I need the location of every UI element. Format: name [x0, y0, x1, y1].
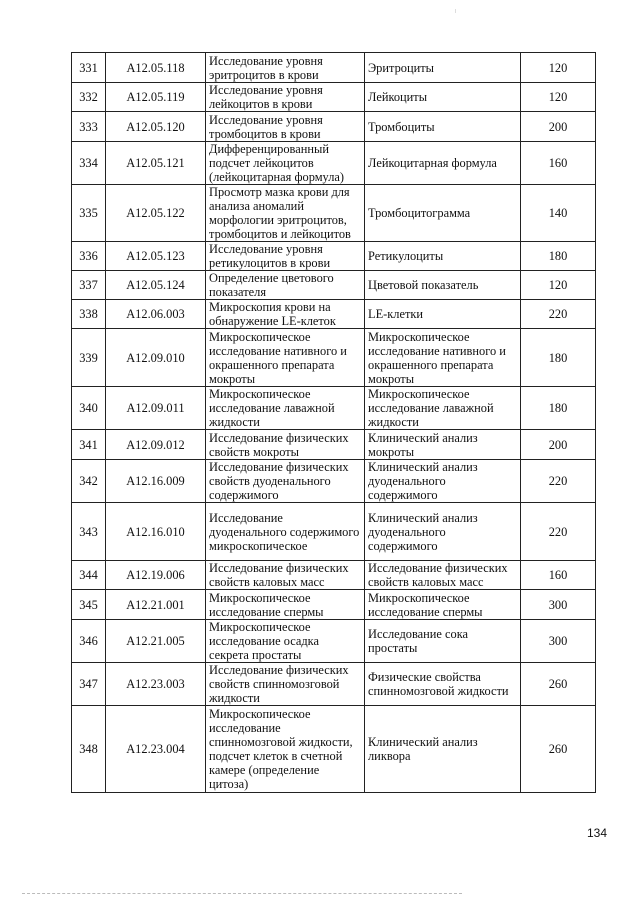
table-row — [72, 185, 596, 242]
price-cell: 180 — [521, 329, 596, 387]
service-name-cell: Исследование физических свойств мокроты — [206, 430, 365, 460]
service-code-cell: A12.19.006 — [106, 561, 206, 590]
service-name-cell: Исследование дуоденального содержимого микроскопическое — [206, 503, 365, 561]
test-name-cell: Клинический анализ ликвора — [365, 706, 521, 793]
row-number-cell: 348 — [72, 706, 106, 793]
row-number-cell: 334 — [72, 142, 106, 185]
test-name-cell: LE-клетки — [365, 300, 521, 329]
row-number-cell: 337 — [72, 271, 106, 300]
service-code-cell: A12.23.003 — [106, 663, 206, 706]
price-cell: 200 — [521, 112, 596, 142]
service-name-cell: Исследование уровня тромбоцитов в крови — [206, 112, 365, 142]
scan-mark — [455, 9, 456, 13]
service-code-cell: A12.09.011 — [106, 387, 206, 430]
row-number-cell: 336 — [72, 242, 106, 271]
service-name-cell: Исследование уровня лейкоцитов в крови — [206, 83, 365, 112]
row-number-cell: 333 — [72, 112, 106, 142]
service-code-cell: A12.23.004 — [106, 706, 206, 793]
price-cell: 180 — [521, 242, 596, 271]
row-number-cell: 342 — [72, 460, 106, 503]
price-cell: 300 — [521, 590, 596, 620]
service-code-cell: A12.06.003 — [106, 300, 206, 329]
price-cell: 180 — [521, 387, 596, 430]
row-number-cell: 341 — [72, 430, 106, 460]
test-name-cell: Физические свойства спинномозговой жидкости — [365, 663, 521, 706]
row-number-cell: 345 — [72, 590, 106, 620]
table-row — [72, 561, 596, 590]
row-number-cell: 335 — [72, 185, 106, 242]
row-number-cell: 339 — [72, 329, 106, 387]
row-number-cell: 344 — [72, 561, 106, 590]
service-code-cell: A12.16.009 — [106, 460, 206, 503]
test-name-cell: Цветовой показатель — [365, 271, 521, 300]
footer-divider — [22, 893, 462, 894]
table-row — [72, 300, 596, 329]
test-name-cell: Клинический анализ мокроты — [365, 430, 521, 460]
table-row — [72, 430, 596, 460]
row-number-cell: 347 — [72, 663, 106, 706]
service-code-cell: A12.21.005 — [106, 620, 206, 663]
test-name-cell: Ретикулоциты — [365, 242, 521, 271]
test-name-cell: Тромбоциты — [365, 112, 521, 142]
service-name-cell: Микроскопическое исследование нативного и окрашенного препарата мокроты — [206, 329, 365, 387]
service-name-cell: Микроскопическое исследование спермы — [206, 590, 365, 620]
service-code-cell: A12.09.010 — [106, 329, 206, 387]
service-code-cell: A12.05.120 — [106, 112, 206, 142]
price-cell: 260 — [521, 663, 596, 706]
price-cell: 120 — [521, 83, 596, 112]
test-name-cell: Лейкоцитарная формула — [365, 142, 521, 185]
row-number-cell: 332 — [72, 83, 106, 112]
price-cell: 220 — [521, 460, 596, 503]
table-row — [72, 242, 596, 271]
service-name-cell: Микроскопия крови на обнаружение LE-клеток — [206, 300, 365, 329]
service-name-cell: Исследование физических свойств дуоденального содержимого — [206, 460, 365, 503]
table-row — [72, 620, 596, 663]
service-name-cell: Микроскопическое исследование осадка секрета простаты — [206, 620, 365, 663]
table-row — [72, 112, 596, 142]
service-code-cell: A12.05.123 — [106, 242, 206, 271]
price-cell: 140 — [521, 185, 596, 242]
test-name-cell: Клинический анализ дуоденального содержимого — [365, 503, 521, 561]
service-name-cell: Исследование уровня ретикулоцитов в крови — [206, 242, 365, 271]
table-row — [72, 329, 596, 387]
table-row — [72, 142, 596, 185]
table-row — [72, 503, 596, 561]
table-row — [72, 271, 596, 300]
test-name-cell: Эритроциты — [365, 53, 521, 83]
test-name-cell: Микроскопическое исследование нативного и окрашенного препарата мокроты — [365, 329, 521, 387]
row-number-cell: 338 — [72, 300, 106, 329]
price-cell: 120 — [521, 53, 596, 83]
service-name-cell: Микроскопическое исследование спинномозговой жидкости, подсчет клеток в счетной камере (определение цитоза) — [206, 706, 365, 793]
row-number-cell: 343 — [72, 503, 106, 561]
service-name-cell: Просмотр мазка крови для анализа аномалий морфологии эритроцитов, тромбоцитов и лейкоцитов — [206, 185, 365, 242]
test-name-cell: Клинический анализ дуоденального содержимого — [365, 460, 521, 503]
price-cell: 200 — [521, 430, 596, 460]
test-name-cell: Лейкоциты — [365, 83, 521, 112]
price-cell: 220 — [521, 503, 596, 561]
price-cell: 120 — [521, 271, 596, 300]
row-number-cell: 340 — [72, 387, 106, 430]
table-row — [72, 706, 596, 793]
price-cell: 300 — [521, 620, 596, 663]
service-name-cell: Исследование физических свойств спинномозговой жидкости — [206, 663, 365, 706]
price-table — [71, 52, 596, 793]
service-name-cell: Исследование уровня эритроцитов в крови — [206, 53, 365, 83]
service-code-cell: A12.05.122 — [106, 185, 206, 242]
row-number-cell: 346 — [72, 620, 106, 663]
test-name-cell: Микроскопическое исследование спермы — [365, 590, 521, 620]
service-code-cell: A12.05.124 — [106, 271, 206, 300]
service-name-cell: Определение цветового показателя — [206, 271, 365, 300]
table-row — [72, 663, 596, 706]
price-table-body — [72, 53, 596, 793]
price-cell: 160 — [521, 142, 596, 185]
price-cell: 260 — [521, 706, 596, 793]
test-name-cell: Тромбоцитограмма — [365, 185, 521, 242]
row-number-cell: 331 — [72, 53, 106, 83]
table-row — [72, 590, 596, 620]
test-name-cell: Исследование сока простаты — [365, 620, 521, 663]
service-code-cell: A12.05.118 — [106, 53, 206, 83]
table-row — [72, 53, 596, 83]
table-row — [72, 387, 596, 430]
price-cell: 220 — [521, 300, 596, 329]
test-name-cell: Исследование физических свойств каловых масс — [365, 561, 521, 590]
service-name-cell: Дифференцированный подсчет лейкоцитов (лейкоцитарная формула) — [206, 142, 365, 185]
service-code-cell: A12.16.010 — [106, 503, 206, 561]
service-name-cell: Микроскопическое исследование лаважной жидкости — [206, 387, 365, 430]
service-code-cell: A12.05.121 — [106, 142, 206, 185]
price-cell: 160 — [521, 561, 596, 590]
table-row — [72, 83, 596, 112]
service-code-cell: A12.05.119 — [106, 83, 206, 112]
test-name-cell: Микроскопическое исследование лаважной жидкости — [365, 387, 521, 430]
page-number: 134 — [586, 826, 607, 840]
service-name-cell: Исследование физических свойств каловых масс — [206, 561, 365, 590]
table-row — [72, 460, 596, 503]
service-code-cell: A12.21.001 — [106, 590, 206, 620]
service-code-cell: A12.09.012 — [106, 430, 206, 460]
